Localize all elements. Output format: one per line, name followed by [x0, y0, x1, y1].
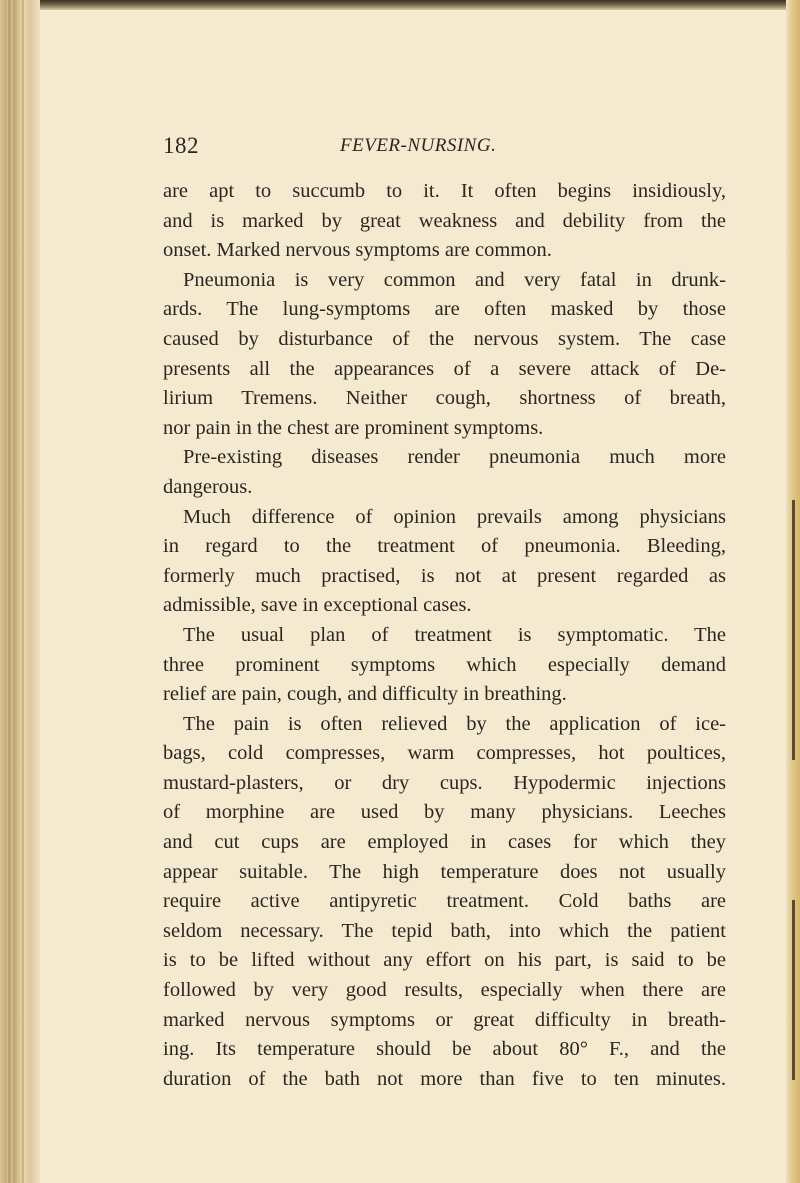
page-number: 182 — [163, 133, 199, 158]
text-line: appear suitable. The high temperature does not usually — [163, 860, 726, 883]
text-line: formerly much practised, is not at present regarded as — [163, 564, 726, 587]
text-line: dangerous. — [163, 475, 253, 498]
binding-line — [8, 0, 11, 1183]
text-line: three prominent symptoms which especially demand — [163, 653, 726, 676]
text-line: in regard to the treatment of pneumonia. Bleeding, — [163, 535, 726, 558]
text-line: Pneumonia is very common and very fatal in drunk- — [183, 268, 726, 291]
text-line: require active antipyretic treatment. Cold baths are — [163, 890, 726, 913]
text-line: marked nervous symptoms or great difficulty in breath- — [163, 1008, 726, 1031]
text-line: followed by very good results, especially when there are — [163, 979, 726, 1002]
binding-line — [22, 0, 24, 1183]
text-line: The usual plan of treatment is symptomatic. The — [183, 623, 726, 646]
text-line: Much difference of opinion prevails among physicians — [183, 505, 726, 528]
text-line: The pain is often relieved by the application of ice- — [183, 712, 726, 735]
text-line: ing. Its temperature should be about 80° F., and the — [163, 1038, 726, 1061]
text-line: bags, cold compresses, warm compresses, hot poultices, — [163, 742, 726, 765]
text-line: presents all the appearances of a severe attack of De- — [163, 357, 726, 380]
page-header — [163, 133, 723, 165]
text-line: lirium Tremens. Neither cough, shortness of breath, — [163, 387, 726, 410]
edge-mark — [792, 900, 795, 1080]
book-binding — [0, 0, 40, 1183]
text-line: nor pain in the chest are prominent symptoms. — [163, 416, 544, 439]
text-line: ards. The lung-symptoms are often masked by those — [163, 298, 726, 321]
text-line: caused by disturbance of the nervous system. The case — [163, 327, 726, 350]
text-line: mustard-plasters, or dry cups. Hypodermic injections — [163, 771, 726, 794]
text-line: is to be lifted without any effort on his part, is said to be — [163, 949, 726, 972]
page-right-edge — [786, 0, 800, 1183]
body-text — [163, 177, 726, 1094]
text-line: are apt to succumb to it. It often begins insidiously, — [163, 180, 726, 202]
running-head: FEVER-NURSING. — [340, 135, 497, 156]
text-line: and cut cups are employed in cases for which they — [163, 831, 726, 854]
text-line: onset. Marked nervous symptoms are common. — [163, 239, 552, 262]
text-line: seldom necessary. The tepid bath, into which the patient — [163, 919, 726, 942]
text-line: duration of the bath not more than five to ten minutes. — [163, 1067, 726, 1090]
text-line: admissible, save in exceptional cases. — [163, 594, 472, 617]
text-line: Pre-existing diseases render pneumonia much more — [183, 446, 726, 469]
edge-mark — [792, 500, 795, 760]
text-line: and is marked by great weakness and debility from the — [163, 209, 726, 232]
text-line: of morphine are used by many physicians. Leeches — [163, 801, 726, 824]
page-top-edge — [0, 0, 800, 10]
text-line: relief are pain, cough, and difficulty in breathing. — [163, 683, 567, 706]
